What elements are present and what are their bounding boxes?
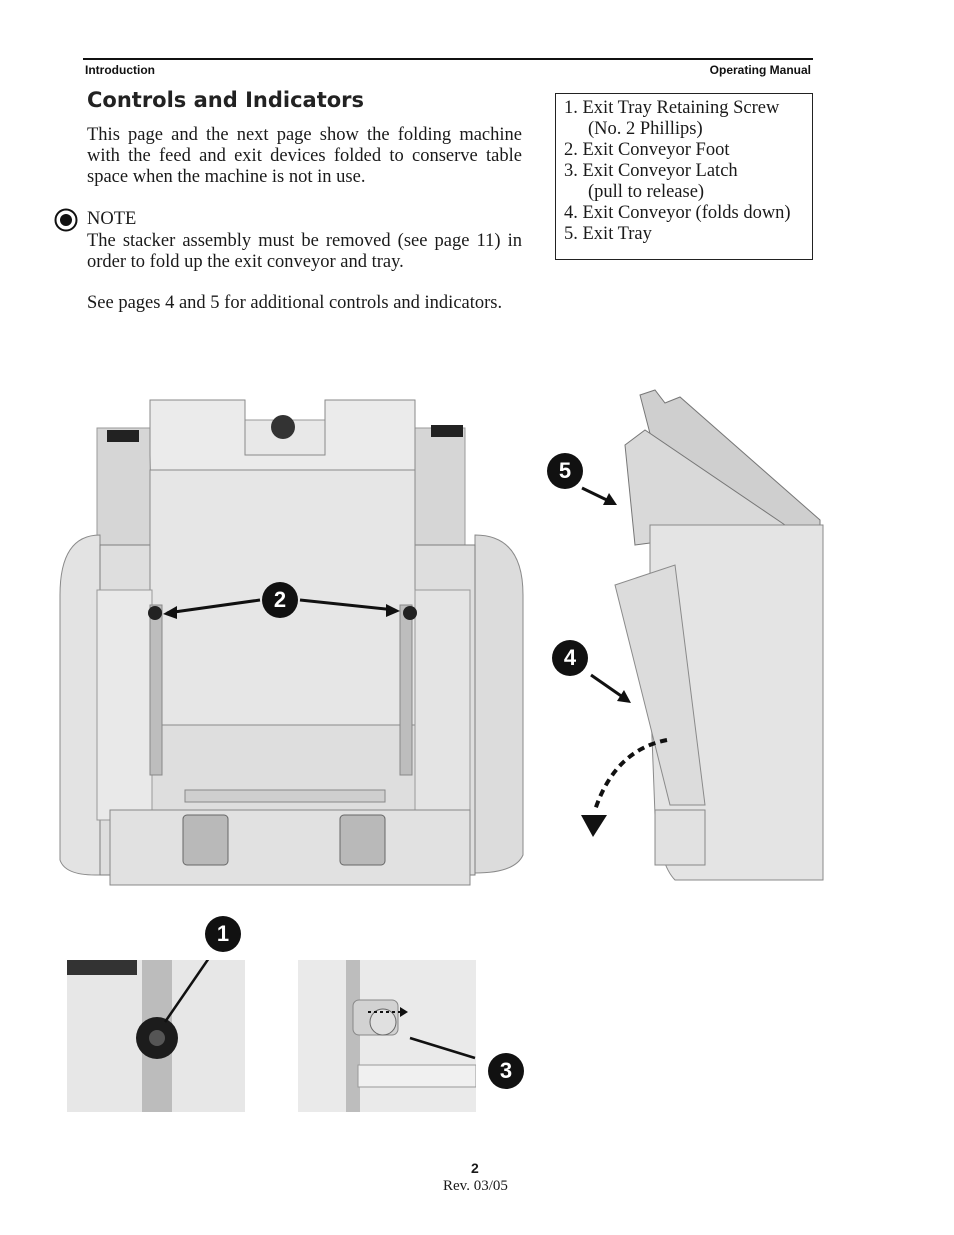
legend-item-1: 1. Exit Tray Retaining Screw <box>564 98 780 118</box>
section-title: Controls and Indicators <box>87 88 365 112</box>
revision-label: Rev. 03/05 <box>443 1178 508 1194</box>
callout-1: 1 <box>205 916 241 952</box>
callout-5: 5 <box>547 453 583 489</box>
see-also-text: See pages 4 and 5 for additional controls and indicators. <box>87 293 503 313</box>
legend-item-5: 5. Exit Tray <box>564 224 652 244</box>
folding-machine-front-photo <box>55 395 530 890</box>
legend-item-2: 2. Exit Conveyor Foot <box>564 140 730 160</box>
retaining-screw-detail-photo <box>67 960 245 1112</box>
legend-item-3: 3. Exit Conveyor Latch <box>564 161 738 181</box>
folding-machine-side-photo <box>555 385 825 910</box>
callout-4: 4 <box>552 640 588 676</box>
callout-3: 3 <box>488 1053 524 1089</box>
page-number: 2 <box>471 1160 479 1176</box>
legend-item-4: 4. Exit Conveyor (folds down) <box>564 203 791 223</box>
note-label: NOTE <box>87 209 137 229</box>
legend-item-1-detail: (No. 2 Phillips) <box>588 119 703 139</box>
note-text: The stacker assembly must be removed (see page 11) in order to fold up the exit conveyor and tray. <box>87 231 522 272</box>
conveyor-latch-detail-photo <box>298 960 476 1112</box>
header-rule <box>83 58 813 60</box>
intro-paragraph: This page and the next page show the folding machine with the feed and exit devices folded to conserve table space when the machine is not in use. <box>87 125 522 187</box>
header-right: Operating Manual <box>709 63 811 77</box>
note-icon <box>54 208 78 232</box>
legend-box <box>555 93 813 260</box>
callout-2: 2 <box>262 582 298 618</box>
header-left: Introduction <box>85 63 155 77</box>
legend-item-3-detail: (pull to release) <box>588 182 705 202</box>
